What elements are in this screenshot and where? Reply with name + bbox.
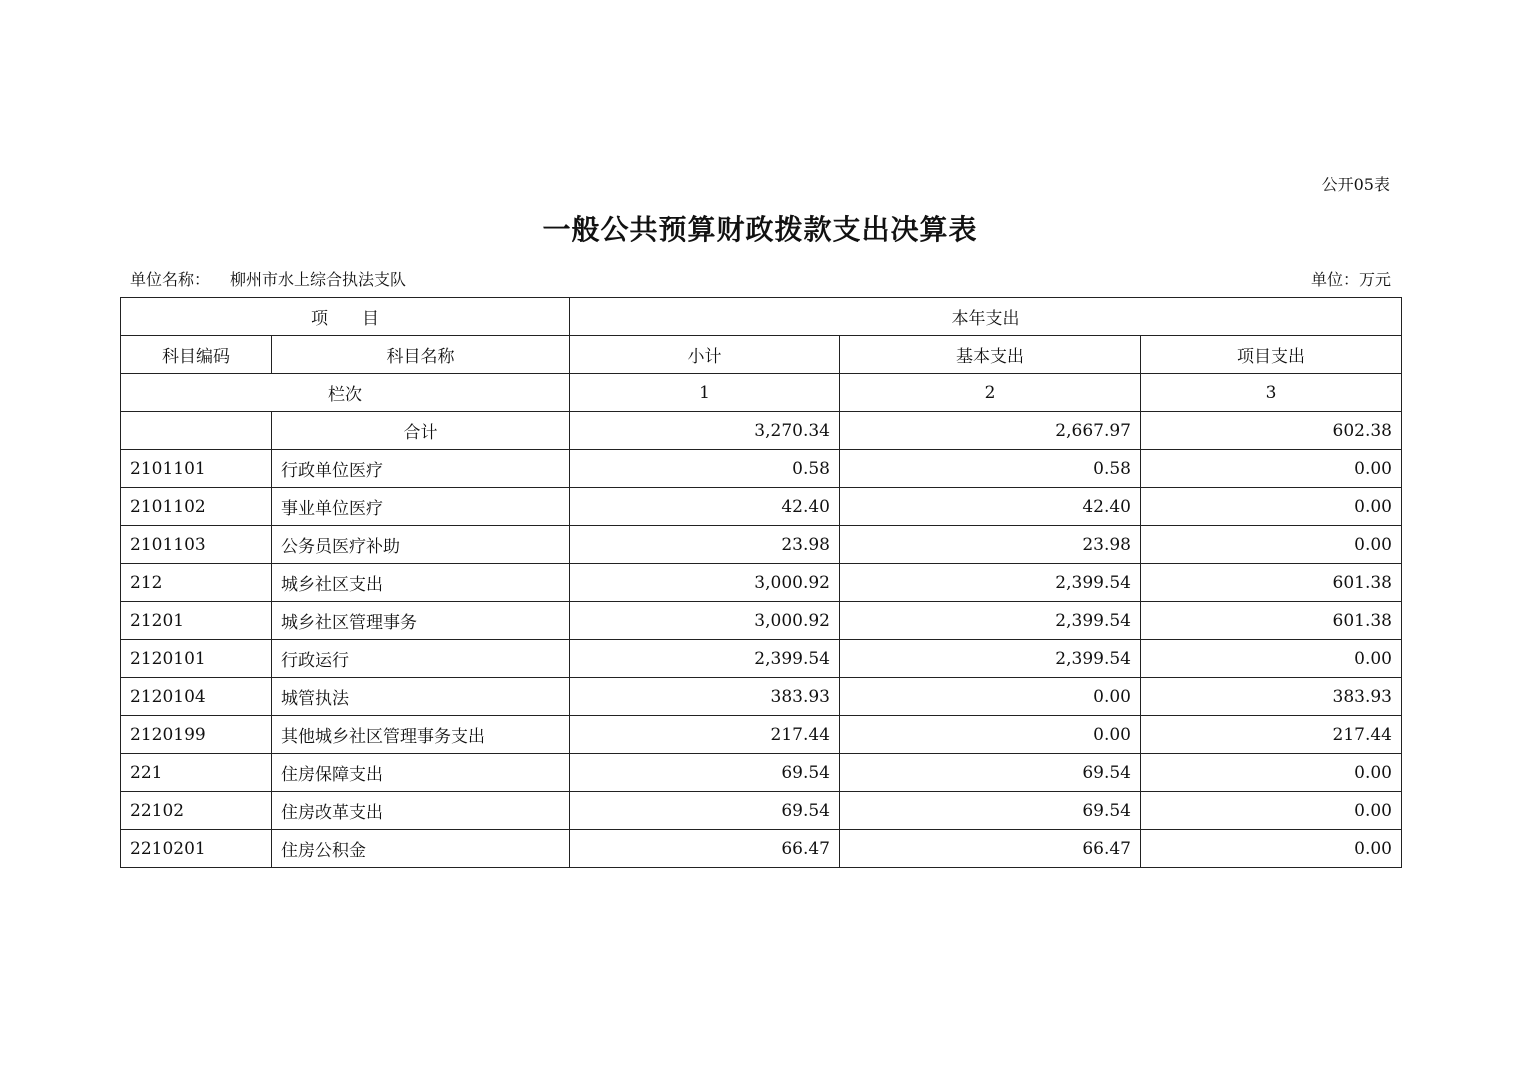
column-index-3: 3 [1141,374,1402,412]
row-project: 0.00 [1141,640,1402,678]
row-subtotal: 69.54 [570,792,840,830]
row-name: 城乡社区管理事务 [272,602,570,640]
row-subtotal: 66.47 [570,830,840,868]
expense-table [120,297,1402,868]
row-name: 住房改革支出 [272,792,570,830]
row-subtotal: 42.40 [570,488,840,526]
row-basic: 0.58 [840,450,1141,488]
row-project: 0.00 [1141,754,1402,792]
row-name: 行政运行 [272,640,570,678]
row-basic: 0.00 [840,678,1141,716]
row-project: 217.44 [1141,716,1402,754]
row-basic: 42.40 [840,488,1141,526]
row-basic: 66.47 [840,830,1141,868]
row-basic: 0.00 [840,716,1141,754]
total-label: 合计 [272,412,570,450]
header-current-year-expense: 本年支出 [570,298,1402,336]
total-subtotal: 3,270.34 [570,412,840,450]
header-subtotal: 小计 [570,336,840,374]
row-name: 城管执法 [272,678,570,716]
total-row [121,412,1402,450]
header-row-2 [121,336,1402,374]
header-basic: 基本支出 [840,336,1141,374]
row-basic: 2,399.54 [840,602,1141,640]
row-subtotal: 69.54 [570,754,840,792]
header-item: 项 目 [121,298,570,336]
row-project: 0.00 [1141,488,1402,526]
table-row [121,716,1402,754]
table-row [121,830,1402,868]
row-name: 城乡社区支出 [272,564,570,602]
unit-name: 柳州市水上综合执法支队 [230,270,407,289]
row-code: 2101101 [121,450,272,488]
row-basic: 23.98 [840,526,1141,564]
unit-name-label: 单位名称： [130,270,211,289]
row-name: 其他城乡社区管理事务支出 [272,716,570,754]
table-row [121,754,1402,792]
row-name: 事业单位医疗 [272,488,570,526]
row-project: 0.00 [1141,792,1402,830]
row-code: 212 [121,564,272,602]
total-code-cell [121,412,272,450]
row-basic: 69.54 [840,754,1141,792]
total-basic: 2,667.97 [840,412,1141,450]
currency-unit: 单位：万元 [1310,270,1391,289]
row-subtotal: 0.58 [570,450,840,488]
row-code: 2120101 [121,640,272,678]
row-code: 221 [121,754,272,792]
unit-info-line [130,267,1391,290]
header-project: 项目支出 [1141,336,1402,374]
table-row [121,488,1402,526]
row-project: 601.38 [1141,564,1402,602]
row-code: 2120199 [121,716,272,754]
unit-name-group [130,267,406,290]
table-row [121,640,1402,678]
table-row [121,678,1402,716]
row-project: 383.93 [1141,678,1402,716]
row-code: 2101103 [121,526,272,564]
row-project: 0.00 [1141,526,1402,564]
column-index-label: 栏次 [121,374,570,412]
table-row [121,450,1402,488]
row-code: 2101102 [121,488,272,526]
row-code: 2210201 [121,830,272,868]
row-name: 公务员医疗补助 [272,526,570,564]
row-code: 21201 [121,602,272,640]
row-subtotal: 217.44 [570,716,840,754]
row-project: 0.00 [1141,450,1402,488]
table-row [121,792,1402,830]
row-code: 22102 [121,792,272,830]
row-code: 2120104 [121,678,272,716]
form-number: 公开05表 [1321,175,1390,194]
row-subtotal: 2,399.54 [570,640,840,678]
row-name: 住房公积金 [272,830,570,868]
row-basic: 2,399.54 [840,640,1141,678]
total-project: 602.38 [1141,412,1402,450]
column-index-1: 1 [570,374,840,412]
row-subtotal: 23.98 [570,526,840,564]
row-subtotal: 383.93 [570,678,840,716]
row-name: 行政单位医疗 [272,450,570,488]
table-row [121,602,1402,640]
header-name: 科目名称 [272,336,570,374]
column-index-2: 2 [840,374,1141,412]
row-basic: 69.54 [840,792,1141,830]
header-row-1 [121,298,1402,336]
header-code: 科目编码 [121,336,272,374]
page-title: 一般公共预算财政拨款支出决算表 [542,213,978,246]
row-project: 601.38 [1141,602,1402,640]
table-row [121,526,1402,564]
row-basic: 2,399.54 [840,564,1141,602]
row-subtotal: 3,000.92 [570,564,840,602]
row-subtotal: 3,000.92 [570,602,840,640]
table-row [121,564,1402,602]
row-name: 住房保障支出 [272,754,570,792]
row-project: 0.00 [1141,830,1402,868]
column-index-row [121,374,1402,412]
